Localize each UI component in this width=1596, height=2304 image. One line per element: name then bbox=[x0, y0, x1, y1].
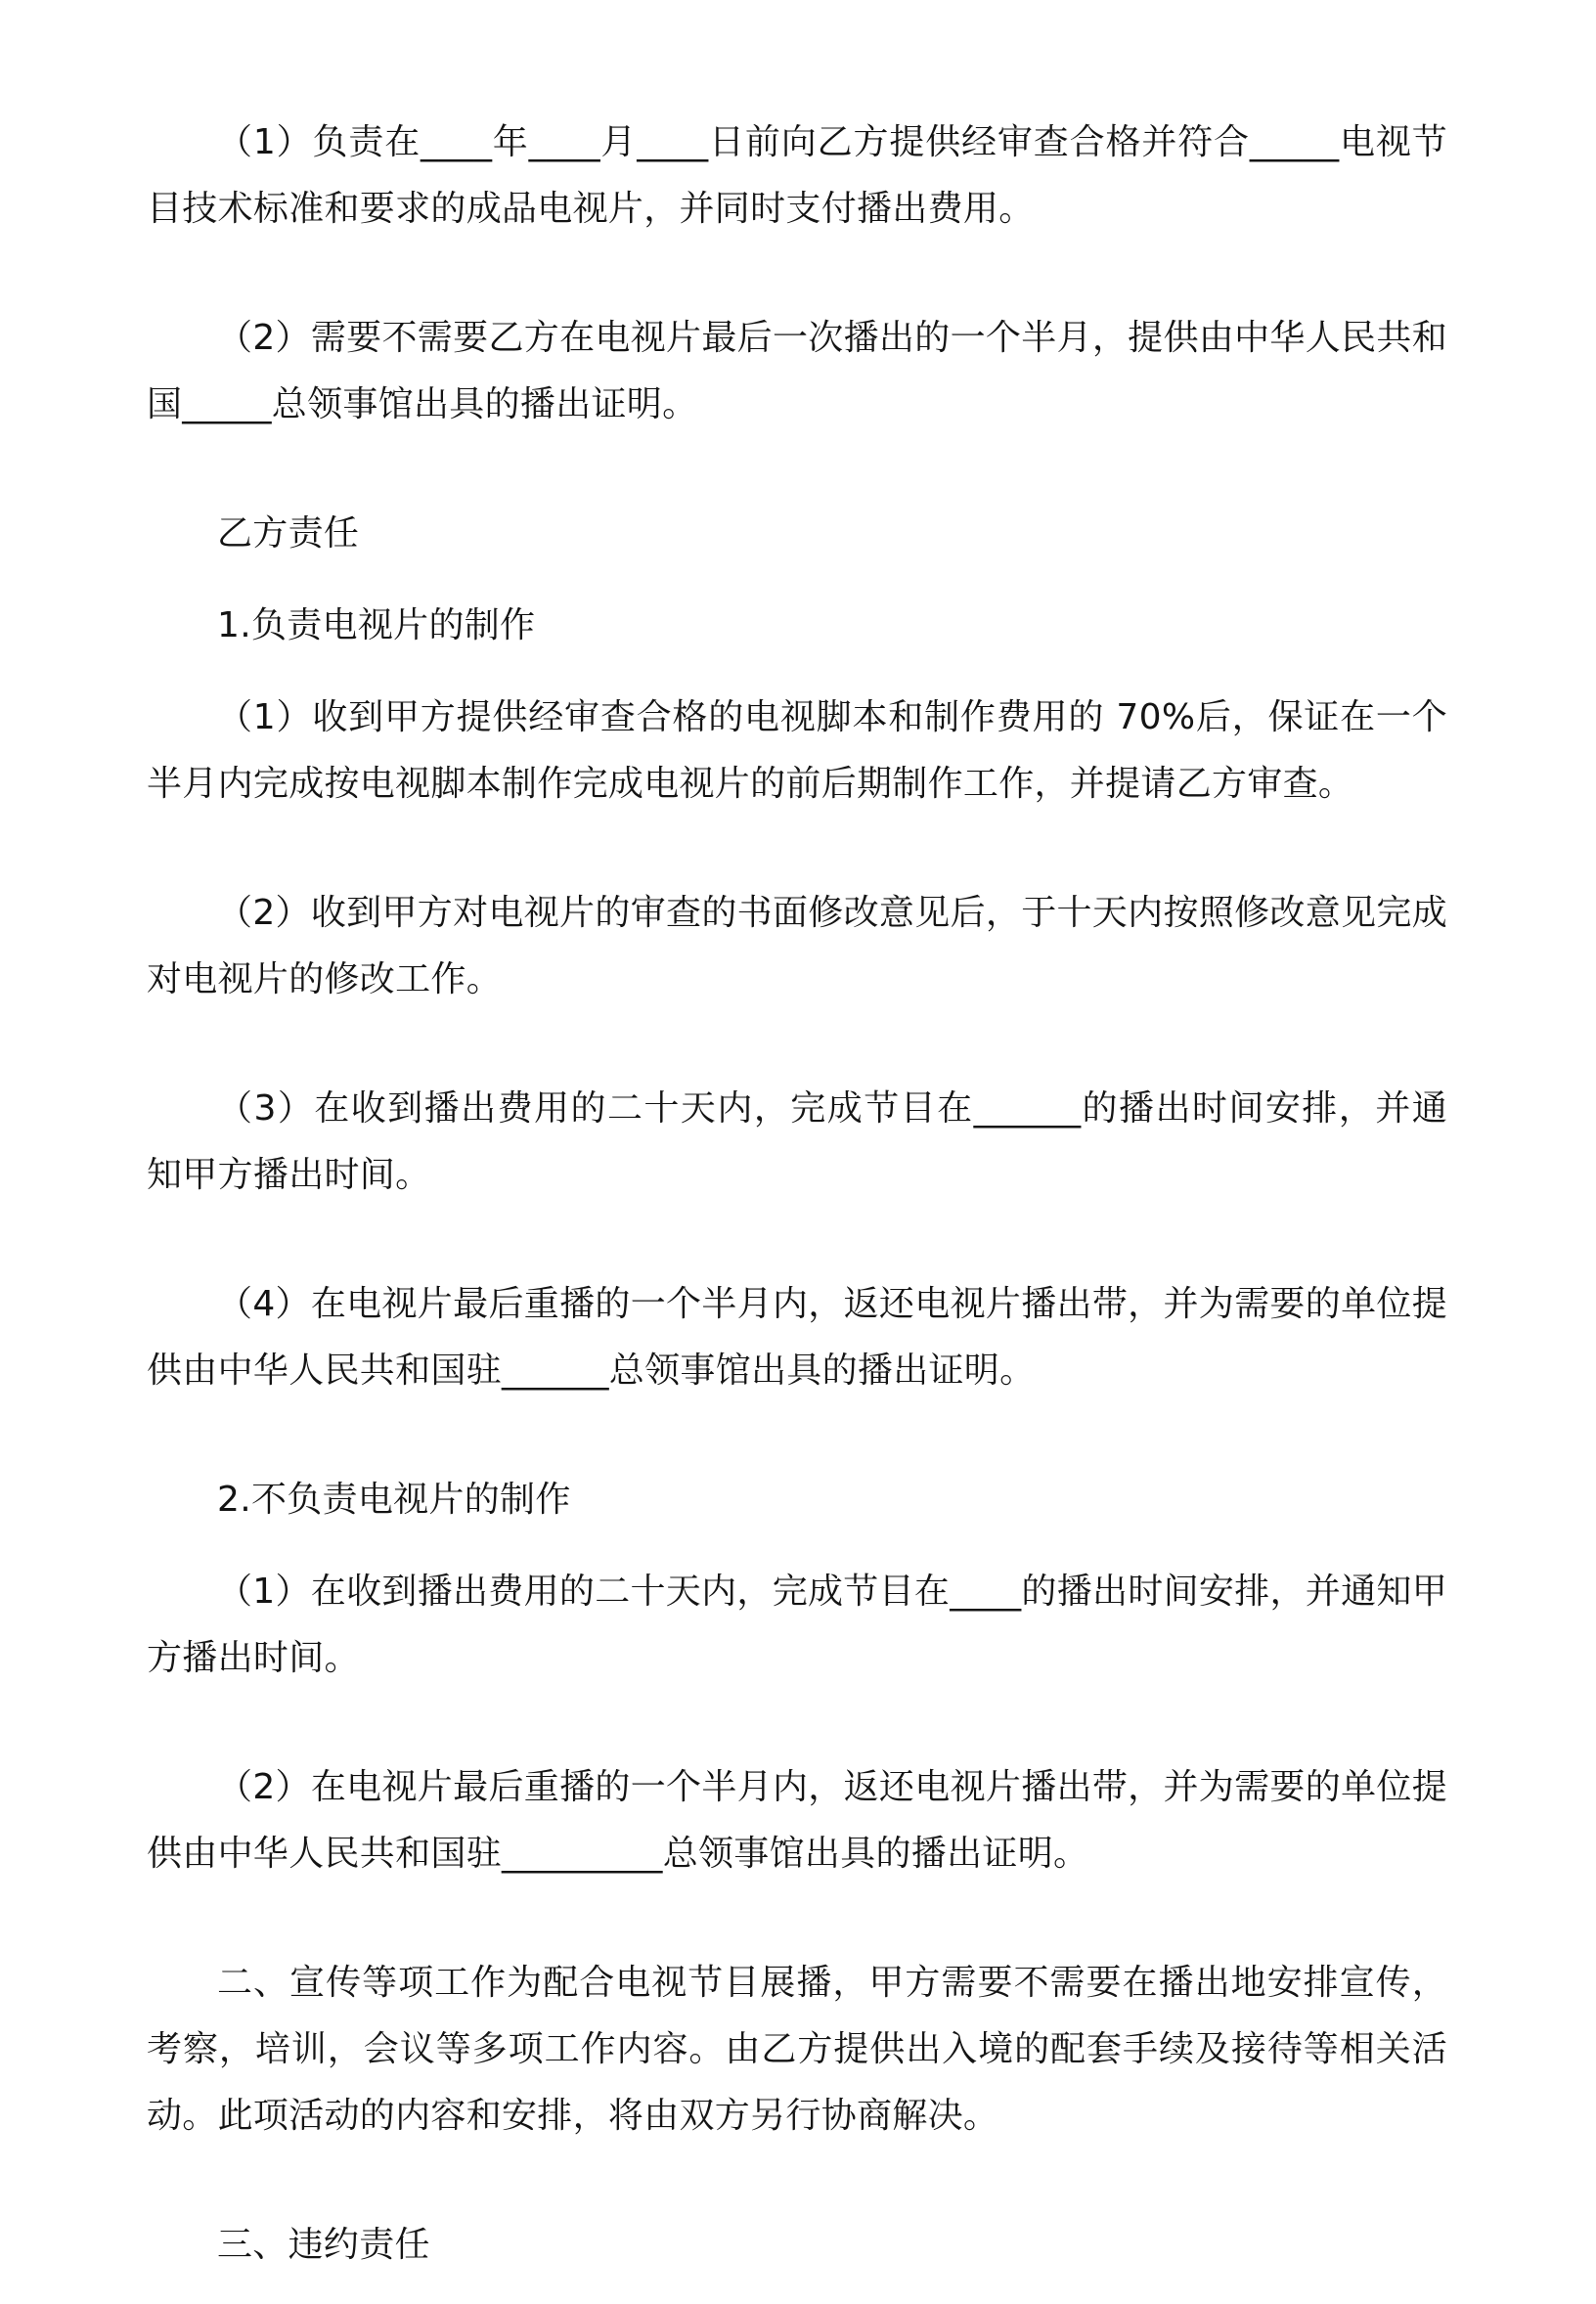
heading-responsible-production: 1.负责电视片的制作 bbox=[217, 605, 536, 645]
heading-not-responsible-production: 2.不负责电视片的制作 bbox=[217, 1480, 571, 1520]
paragraph-no-production-2: （2）在电视片最后重播的一个半月内，返还电视片播出带，并为需要的单位提供由中华人民共和国驻_________总领事馆出具的播出证明。 bbox=[147, 1767, 1447, 1874]
paragraph-party-a-duty-1: （1）负责在____年____月____日前向乙方提供经审查合格并符合_____电视节目技术标准和要求的成品电视片，并同时支付播出费用。 bbox=[147, 122, 1447, 229]
paragraph-promotion: 二、宣传等项工作为配合电视节目展播，甲方需要不需要在播出地安排宣传，考察，培训，会议等多项工作内容。由乙方提供出入境的配套手续及接待等相关活动。此项活动的内容和安排，将由双方另行协商解决。 bbox=[147, 1963, 1447, 2136]
heading-party-b-responsibility: 乙方责任 bbox=[217, 513, 360, 554]
paragraph-production-3: （3）在收到播出费用的二十天内，完成节目在______的播出时间安排，并通知甲方播出时间。 bbox=[147, 1088, 1447, 1195]
heading-breach-liability: 三、违约责任 bbox=[217, 2225, 430, 2265]
paragraph-production-1: （1）收到甲方提供经审查合格的电视脚本和制作费用的 70%后，保证在一个半月内完成按电视脚本制作完成电视片的前后期制作工作，并提请乙方审查。 bbox=[147, 697, 1447, 804]
paragraph-no-production-1: （1）在收到播出费用的二十天内，完成节目在____的播出时间安排，并通知甲方播出时间。 bbox=[147, 1572, 1448, 1678]
paragraph-production-2: （2）收到甲方对电视片的审查的书面修改意见后，于十天内按照修改意见完成对电视片的修改工作。 bbox=[147, 893, 1447, 999]
document-page bbox=[147, 110, 1447, 2304]
paragraph-production-4: （4）在电视片最后重播的一个半月内，返还电视片播出带，并为需要的单位提供由中华人民共和国驻______总领事馆出具的播出证明。 bbox=[147, 1284, 1447, 1391]
paragraph-party-a-duty-2: （2）需要不需要乙方在电视片最后一次播出的一个半月，提供由中华人民共和国_____总领事馆出具的播出证明。 bbox=[147, 318, 1447, 424]
